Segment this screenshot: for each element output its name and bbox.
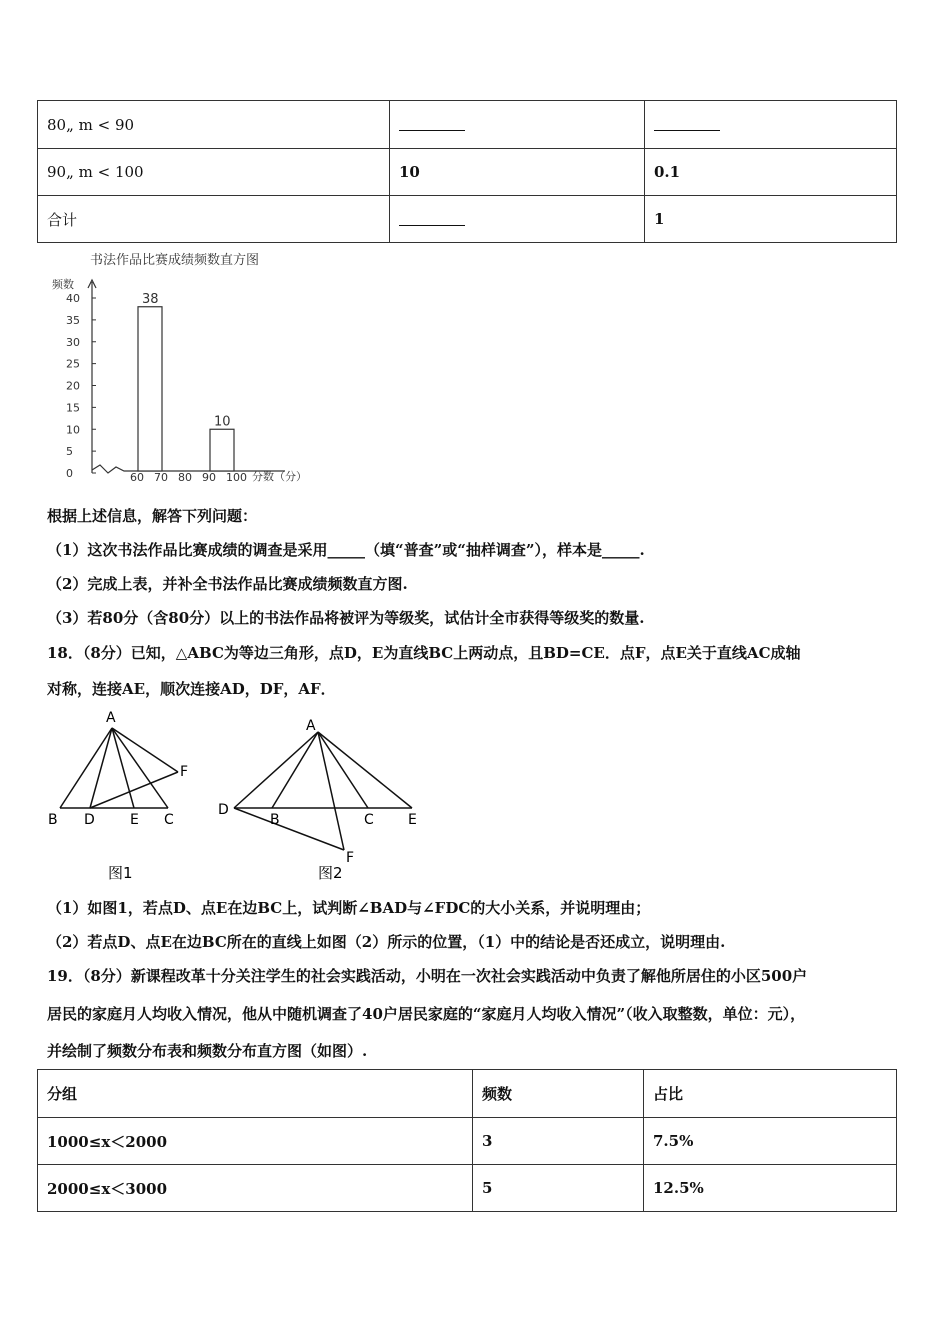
x-tick-label: 70: [154, 471, 168, 484]
table-row: [38, 101, 897, 149]
point-label-E: E: [130, 812, 139, 828]
rate-cell: [645, 101, 897, 149]
x-axis-label: 分数（分）: [252, 470, 307, 483]
point-label-D: D: [218, 802, 229, 818]
bar-label: 38: [142, 291, 159, 307]
point-label-C: C: [364, 812, 374, 828]
y-tick-label: 15: [66, 401, 80, 415]
table-row: [38, 1118, 897, 1165]
bar: [210, 429, 234, 471]
count-cell: 5: [473, 1165, 644, 1212]
header-cell: 分组: [38, 1070, 473, 1118]
point-label-E: E: [408, 812, 417, 828]
q19-line3: 并绘制了频数分布表和频数分布直方图（如图）.: [47, 1042, 368, 1060]
bar-label: 10: [214, 414, 231, 430]
score-table: [37, 100, 897, 243]
figure-1: [40, 704, 220, 884]
table-row: [38, 149, 897, 196]
count-cell: 3: [473, 1118, 644, 1165]
point-label-F: F: [180, 764, 189, 780]
y-tick-label: 40: [66, 292, 80, 305]
q18-line2: 对称，连接AE，顺次连接AD，DF，AF．: [47, 680, 336, 698]
point-label-F: F: [346, 850, 355, 866]
header-cell: 频数: [473, 1070, 644, 1118]
bars: [138, 292, 234, 471]
chart-axes: [88, 280, 285, 473]
point-label-D: D: [84, 812, 95, 828]
group-cell: 2000≤x＜3000: [38, 1165, 473, 1212]
figure-caption: 图1: [108, 864, 133, 882]
table-header-row: [38, 1070, 897, 1118]
y-axis-label: 频数: [52, 278, 74, 291]
count-cell: 10: [390, 149, 645, 196]
rate-cell: 1: [645, 196, 897, 243]
figure-caption: 图2: [318, 864, 343, 882]
y-tick-label: 0: [66, 467, 73, 480]
y-tick-label: 5: [66, 445, 73, 459]
header-cell: 占比: [644, 1070, 897, 1118]
point-label-B: B: [270, 812, 280, 828]
answer-blank: [399, 120, 465, 131]
q17-part2: （2）完成上表，并补全书法作品比赛成绩频数直方图.: [47, 575, 408, 593]
histogram-chart: [40, 246, 330, 492]
q17-intro: 根据上述信息，解答下列问题：: [47, 507, 258, 525]
group-cell: 80„ m < 90: [38, 101, 390, 149]
x-tick-label: 80: [178, 471, 192, 484]
q17-part1: （1）这次书法作品比赛成绩的调查是采用_____（填“普查”或“抽样调查”），样本是_____.: [47, 541, 645, 559]
x-tick-label: 60: [130, 471, 144, 484]
q18-line1: 18．（8分）已知，△ABC为等边三角形，点D，E为直线BC上两动点，且BD=CE．点F，点E关于直线AC成轴: [47, 644, 801, 662]
y-tick-label: 20: [66, 379, 80, 393]
count-cell: [390, 196, 645, 243]
q19-line2: 居民的家庭月人均收入情况，他从中随机调查了40户居民家庭的“家庭月人均收入情况”（收入取整数，单位：元），: [47, 1005, 806, 1023]
q18-part2: （2）若点D、点E在边BC所在的直线上如图（2）所示的位置，（1）中的结论是否还成立，说明理由.: [47, 933, 726, 951]
point-label-C: C: [164, 812, 174, 828]
answer-blank: [654, 120, 720, 131]
y-tick-label: 25: [66, 357, 80, 371]
point-label-A: A: [106, 710, 116, 726]
y-tick-label: 10: [66, 423, 80, 437]
q17-part3: （3）若80分（含80分）以上的书法作品将被评为等级奖，试估计全市获得等级奖的数量.: [47, 609, 645, 627]
point-label-B: B: [48, 812, 58, 828]
group-cell: 90„ m < 100: [38, 149, 390, 196]
figure-2: [210, 704, 430, 884]
rate-cell: 0.1: [645, 149, 897, 196]
count-cell: [390, 101, 645, 149]
q19-line1: 19．（8分）新课程改革十分关注学生的社会实践活动，小明在一次社会实践活动中负责了解他所居住的小区500户: [47, 967, 808, 985]
x-tick-label: 100: [226, 471, 247, 484]
ratio-cell: 12.5%: [644, 1165, 897, 1212]
y-tick-label: 30: [66, 335, 80, 349]
chart-title: 书法作品比赛成绩频数直方图: [90, 253, 260, 268]
point-label-A: A: [306, 718, 316, 734]
y-tick-label: 35: [66, 313, 80, 327]
group-cell: 1000≤x＜2000: [38, 1118, 473, 1165]
table-row: [38, 196, 897, 243]
income-table: [37, 1069, 897, 1212]
answer-blank: [399, 215, 465, 226]
q18-part1: （1）如图1，若点D、点E在边BC上，试判断∠BAD与∠FDC的大小关系，并说明理由；: [47, 899, 651, 917]
group-cell: 合计: [38, 196, 390, 243]
x-tick-label: 90: [202, 471, 216, 484]
bar: [138, 307, 162, 471]
table-row: [38, 1165, 897, 1212]
ratio-cell: 7.5%: [644, 1118, 897, 1165]
x-ticks: [130, 471, 247, 484]
